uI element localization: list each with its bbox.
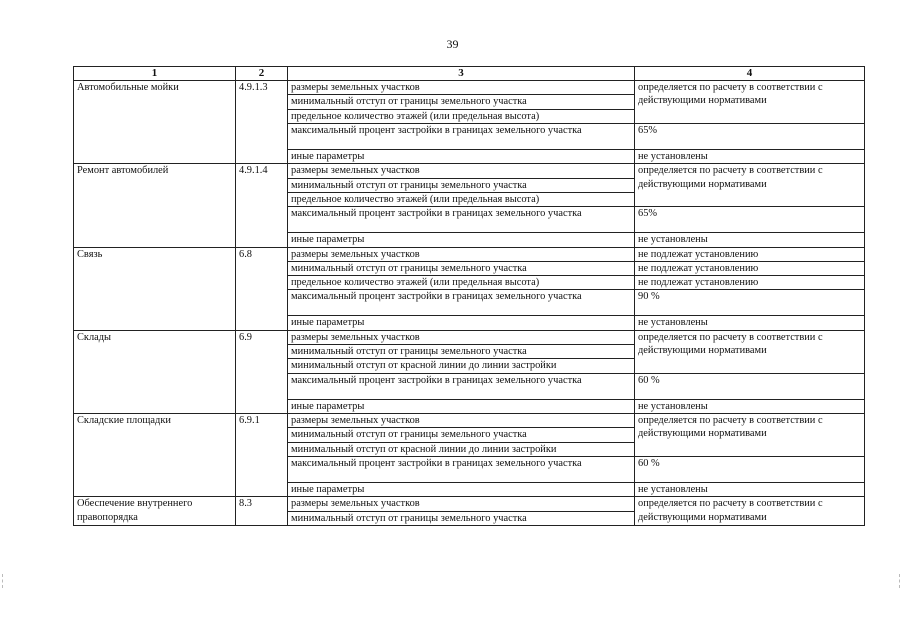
value-cell: 60 %	[635, 456, 865, 482]
use-name-cell: Автомобильные мойки	[74, 81, 236, 164]
column-header: 4	[635, 67, 865, 81]
table-row	[74, 247, 865, 261]
parameter-cell: максимальный процент застройки в границах земельного участка	[288, 456, 635, 482]
table-row	[74, 414, 865, 428]
column-header: 3	[288, 67, 635, 81]
table-row	[74, 330, 865, 344]
parameter-cell: максимальный процент застройки в границах земельного участка	[288, 373, 635, 399]
column-header: 1	[74, 67, 236, 81]
parameter-cell: размеры земельных участков	[288, 330, 635, 344]
use-code-cell: 6.9	[236, 330, 288, 413]
value-cell: не подлежат установлению	[635, 247, 865, 261]
parameter-cell: размеры земельных участков	[288, 81, 635, 95]
value-cell: 90 %	[635, 290, 865, 316]
use-name-cell: Склады	[74, 330, 236, 413]
value-cell: определяется по расчету в соответствии с действующими нормативами	[635, 81, 865, 124]
value-cell: определяется по расчету в соответствии с действующими нормативами	[635, 330, 865, 373]
page-number: 39	[446, 37, 459, 51]
value-cell: не установлены	[635, 316, 865, 330]
use-name-cell: Обеспечение внутреннего правопорядка	[74, 497, 236, 526]
parameter-cell: предельное количество этажей (или предельная высота)	[288, 276, 635, 290]
parameter-cell: минимальный отступ от границы земельного участка	[288, 511, 635, 525]
parameter-cell: иные параметры	[288, 233, 635, 247]
parameter-cell: предельное количество этажей (или предельная высота)	[288, 192, 635, 206]
right-edge-mark	[899, 574, 902, 588]
header-row	[74, 67, 865, 81]
table-row	[74, 81, 865, 95]
value-cell: не установлены	[635, 399, 865, 413]
parameter-cell: минимальный отступ от границы земельного участка	[288, 95, 635, 109]
value-cell: 65%	[635, 123, 865, 149]
column-header: 2	[236, 67, 288, 81]
use-name-cell: Ремонт автомобилей	[74, 164, 236, 247]
parameter-cell: размеры земельных участков	[288, 164, 635, 178]
parameter-cell: размеры земельных участков	[288, 414, 635, 428]
parameter-cell: иные параметры	[288, 399, 635, 413]
parameter-cell: минимальный отступ от границы земельного участка	[288, 345, 635, 359]
value-cell: определяется по расчету в соответствии с действующими нормативами	[635, 164, 865, 207]
parameter-cell: максимальный процент застройки в границах земельного участка	[288, 207, 635, 233]
value-cell: не установлены	[635, 233, 865, 247]
use-name-cell: Складские площадки	[74, 414, 236, 497]
table-row	[74, 497, 865, 511]
zoning-parameters-table	[73, 66, 865, 526]
parameter-cell: минимальный отступ от границы земельного участка	[288, 178, 635, 192]
parameter-cell: предельное количество этажей (или предельная высота)	[288, 109, 635, 123]
value-cell: определяется по расчету в соответствии с действующими нормативами	[635, 497, 865, 526]
use-code-cell: 4.9.1.3	[236, 81, 288, 164]
table-body	[74, 81, 865, 526]
parameter-cell: минимальный отступ от границы земельного участка	[288, 428, 635, 442]
left-edge-mark	[2, 574, 5, 588]
use-code-cell: 6.9.1	[236, 414, 288, 497]
value-cell: не установлены	[635, 482, 865, 496]
use-code-cell: 8.3	[236, 497, 288, 526]
value-cell: не установлены	[635, 149, 865, 163]
value-cell: не подлежат установлению	[635, 276, 865, 290]
parameter-cell: минимальный отступ от красной линии до линии застройки	[288, 442, 635, 456]
parameter-cell: размеры земельных участков	[288, 497, 635, 511]
parameter-cell: минимальный отступ от границы земельного участка	[288, 261, 635, 275]
value-cell: 60 %	[635, 373, 865, 399]
value-cell: не подлежат установлению	[635, 261, 865, 275]
value-cell: 65%	[635, 207, 865, 233]
parameter-cell: иные параметры	[288, 316, 635, 330]
parameter-cell: размеры земельных участков	[288, 247, 635, 261]
parameter-cell: максимальный процент застройки в границах земельного участка	[288, 123, 635, 149]
use-name-cell: Связь	[74, 247, 236, 330]
value-cell: определяется по расчету в соответствии с действующими нормативами	[635, 414, 865, 457]
parameter-cell: максимальный процент застройки в границах земельного участка	[288, 290, 635, 316]
use-code-cell: 4.9.1.4	[236, 164, 288, 247]
table-row	[74, 164, 865, 178]
use-code-cell: 6.8	[236, 247, 288, 330]
parameter-cell: минимальный отступ от красной линии до линии застройки	[288, 359, 635, 373]
parameter-cell: иные параметры	[288, 482, 635, 496]
parameter-cell: иные параметры	[288, 149, 635, 163]
